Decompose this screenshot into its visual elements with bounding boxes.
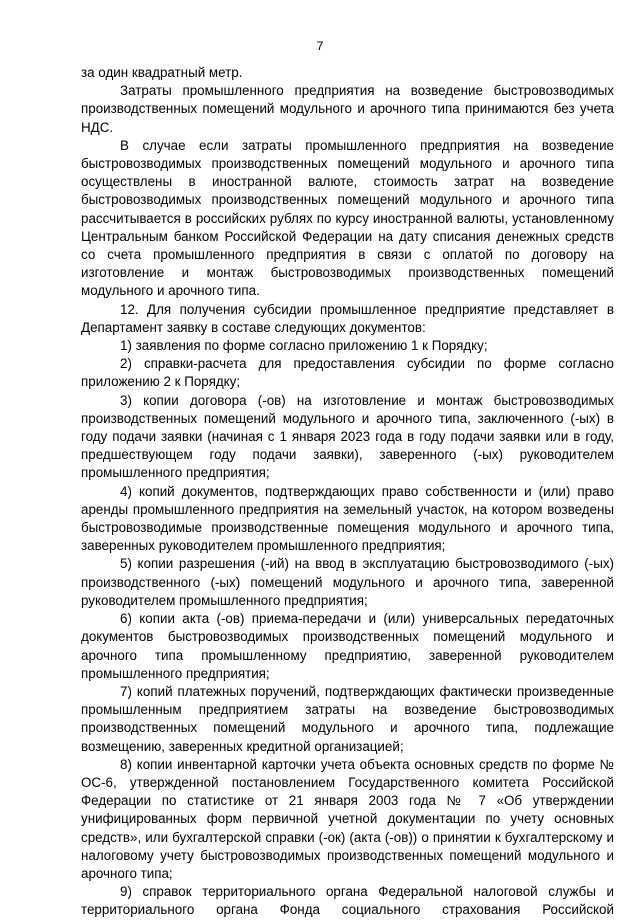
paragraph: 4) копий документов, подтверждающих право собственности и (или) право аренды промышленного предприятия на земельный участок, на котором возведены быстровозводимые производственные помещения модульного и арочного типа, заверенных руководителем промышленного предприятия;	[81, 483, 614, 554]
paragraph: 8) копии инвентарной карточки учета объекта основных средств по форме № ОС-6, утвержденной постановлением Государственного комитета Российской Федерации по статистике от 21 января 2003 года № 7 «Об утверждении унифицированных форм первичной учетной документации по учету основных средств», или бухгалтерской справки (-ок) (акта (-ов)) о принятии к бухгалтерскому и налоговому учету быстровозводимых производственных помещений модульного и арочного типа;	[81, 756, 614, 881]
paragraph: 5) копии разрешения (-ий) на ввод в эксплуатацию быстровозводимого (-ых) производственного (-ых) помещений модульного и арочного типа, заверенной руководителем промышленного предприятия;	[81, 556, 614, 608]
paragraph: 7) копий платежных поручений, подтверждающих фактически произведенные промышленным предприятием затраты на возведение быстровозводимых производственных помещений модульного и арочного типа, подлежащие возмещению, заверенных кредитной организацией;	[81, 683, 614, 754]
paragraph: 2) справки-расчета для предоставления субсидии по форме согласно приложению 2 к Порядку;	[81, 356, 614, 390]
paragraph: 3) копии договора (-ов) на изготовление и монтаж быстровозводимых производственных помещений модульного и арочного типа, заключенного (-ых) в году подачи заявки (начиная с 1 января 2023 года в году подачи заявки или в году, предшествующем году подачи заявки), заверенного (-ых) руководителем промышленного предприятия;	[81, 392, 614, 481]
paragraph: 1) заявления по форме согласно приложению 1 к Порядку;	[120, 338, 488, 354]
document-body	[81, 64, 614, 920]
paragraph: Затраты промышленного предприятия на возведение быстровозводимых производственных помещений модульного и арочного типа принимаются без учета НДС.	[81, 83, 614, 135]
paragraph: за один квадратный метр.	[81, 65, 243, 80]
paragraph: 9) справок территориального органа Федеральной налоговой службы и территориального органа Фонда социального страхования Российской	[81, 884, 614, 918]
paragraph: 6) копии акта (-ов) приема-передачи и (или) универсальных передаточных документов быстровозводимых производственных помещений модульного и арочного типа промышленному предприятию, заверенной руководителем промышленного предприятия;	[81, 611, 614, 681]
paragraph: В случае если затраты промышленного предприятия на возведение быстровозводимых производственных помещений модульного и арочного типа осуществлены в иностранной валюте, стоимость затрат на возведение быстровозводимых производственных помещений модульного и арочного типа рассчитывается в российских рублях по курсу иностранной валюты, установленному Центральным банком Российской Федерации на дату списания денежных средств со счета промышленного предприятия в связи с оплатой по договору на изготовление и монтаж быстровозводимых производственных помещений модульного и арочного типа.	[81, 137, 614, 299]
paragraph: 12. Для получения субсидии промышленное предприятие представляет в Департамент заявку в составе следующих документов:	[81, 301, 614, 335]
page-number: 7	[316, 39, 324, 53]
